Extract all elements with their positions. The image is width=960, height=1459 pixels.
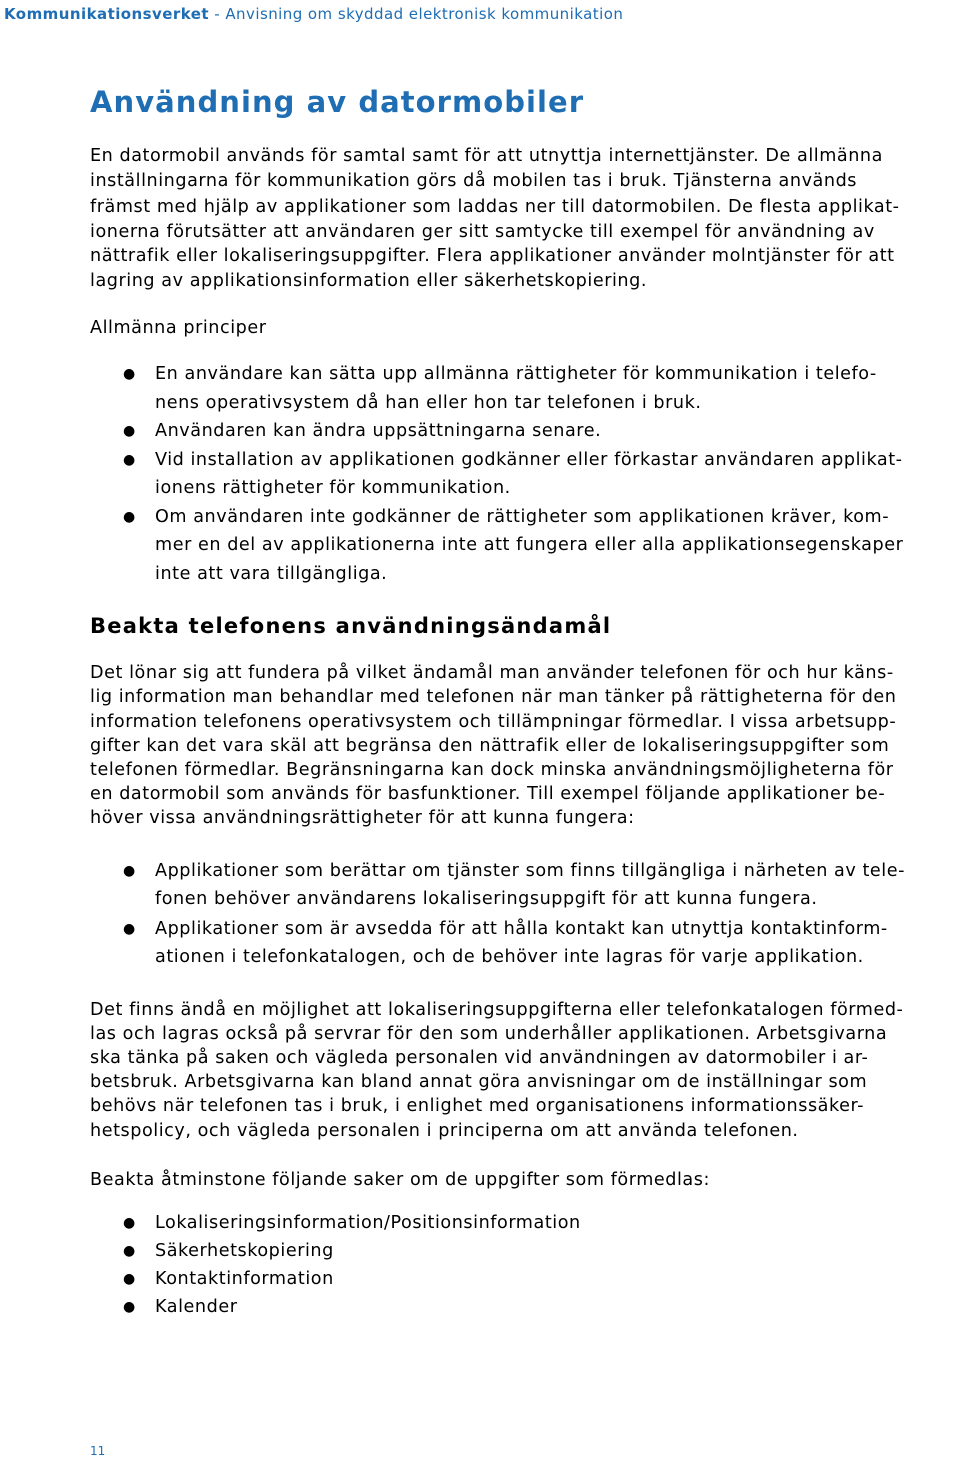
list-item [90,857,956,914]
consider-list [90,1210,956,1321]
document-title: Anvisning om skyddad elektronisk kommunikation [225,5,624,23]
list-item-line: Applikationer som är avsedda för att hålla kontakt kan utnyttja kontaktinform- [155,918,888,939]
principles-label: Allmänna principer [90,317,267,338]
paragraph-line: Det lönar sig att fundera på vilket ändamål man använder telefonen för och hur käns- [90,663,894,684]
list-item-line: nens operativsystem då han eller hon tar telefonen i bruk. [155,392,702,413]
paragraph-line: las och lagras också på servrar för den som underhåller applikationen. Arbetsgivarna [90,1023,888,1044]
paragraph-line: gifter kan det vara skäl att begränsa den nättrafik eller de lokaliseringsuppgifter som [90,735,890,756]
header-separator: - [209,5,226,23]
bullet-icon: ● [123,366,136,383]
list-item-line: En användare kan sätta upp allmänna rättigheter för kommunikation i telefo- [155,364,877,385]
paragraph-line: betsbruk. Arbetsgivarna kan bland annat göra anvisningar om de inställningar som [90,1072,868,1093]
list-item-text: Säkerhetskopiering [155,1241,334,1262]
paragraph-line: ska tänka på saken och vägleda personalen vid användningen av datormobiler i ar- [90,1047,869,1068]
paragraph-line: information telefonens operativsystem och tillämpningar förmedlar. I vissa arbetsupp- [90,711,897,732]
bullet-icon: ● [123,1243,136,1260]
list-item-line: inte att vara tillgängliga. [155,563,388,584]
list-item [90,1266,956,1294]
list-item [90,360,956,417]
list-item [90,446,956,503]
list-item [90,503,956,589]
list-item-line: ionens rättigheter för kommunikation. [155,478,511,499]
bullet-icon: ● [123,451,136,468]
paragraph-line: hetspolicy, och vägleda personalen i principerna om att använda telefonen. [90,1120,799,1141]
paragraph-line: behövs när telefonen tas i bruk, i enlighet med organisationens informationssäker- [90,1096,865,1117]
list-item [90,1238,956,1266]
list-item-line: fonen behöver användarens lokaliseringsuppgift för att kunna fungera. [155,889,818,910]
app-examples-list [90,857,956,972]
list-item [90,1210,956,1238]
intro-paragraph [90,144,956,294]
paragraph-line: telefonen förmedlar. Begränsningarna kan dock minska användningsmöjligheterna för [90,759,894,780]
employer-paragraph [90,998,956,1143]
list-item-line: Applikationer som berättar om tjänster som finns tillgängliga i närheten av tele- [155,860,906,881]
list-item-line: Vid installation av applikationen godkänner eller förkastar användaren applikat- [155,449,903,470]
bullet-icon: ● [123,920,136,937]
paragraph-line: en datormobil som används för basfunktioner. Till exempel följande applikationer be- [90,784,886,805]
list-item-text: Kontaktinformation [155,1268,334,1289]
list-item [90,915,956,972]
section-title-datormobiler: Användning av datormobiler [90,85,585,119]
paragraph-line: Det finns ändå en möjlighet att lokaliseringsuppgifterna eller telefonkatalogen förmed- [90,999,904,1020]
consider-label: Beakta åtminstone följande saker om de uppgifter som förmedlas: [90,1169,710,1190]
bullet-icon: ● [123,1270,136,1287]
paragraph-line: lagring av applikationsinformation eller säkerhetskopiering. [90,270,647,291]
paragraph-line: ionerna förutsätter att användaren ger sitt samtycke till exempel för användning av [90,221,875,242]
paragraph-line: En datormobil används för samtal samt för att utnyttja internettjänster. De allmänna [90,146,883,166]
list-item-line: ationen i telefonkatalogen, och de behöver inte lagras för varje applikation. [155,947,864,968]
bullet-icon: ● [123,1298,136,1315]
bullet-icon: ● [123,423,136,440]
paragraph-line: nättrafik eller lokaliseringsuppgifter. Flera applikationer använder molntjänster för att [90,246,895,267]
paragraph-line: inställningarna för kommunikation görs då mobilen tas i bruk. Tjänsterna används [90,170,858,191]
page-content [90,82,956,1321]
list-item [90,1294,956,1322]
running-header [4,4,623,24]
bullet-icon: ● [123,1215,136,1232]
list-item [90,417,956,446]
list-item-line: mer en del av applikationerna inte att fungera eller alla applikationsegenskaper [155,535,904,556]
bullet-icon: ● [123,508,136,525]
paragraph-line: främst med hjälp av applikationer som laddas ner till datormobilen. De flesta applikat- [90,197,900,218]
section-title-anvandningsandamal: Beakta telefonens användningsändamål [90,614,612,639]
list-item-text: Kalender [155,1296,238,1317]
organization-name: Kommunikationsverket [4,5,210,23]
paragraph-line: lig information man behandlar med telefonen när man tänker på rättigheterna för den [90,687,897,708]
list-item-line: Om användaren inte godkänner de rättigheter som applikationen kräver, kom- [155,506,890,527]
page-number: 11 [90,1444,106,1458]
list-item-line: Användaren kan ändra uppsättningarna senare. [155,421,602,442]
paragraph-line: höver vissa användningsrättigheter för att kunna fungera: [90,808,635,829]
principles-list [90,360,956,588]
list-item-text: Lokaliseringsinformation/Positionsinformation [155,1213,581,1234]
bullet-icon: ● [123,862,136,879]
purpose-paragraph [90,661,956,830]
